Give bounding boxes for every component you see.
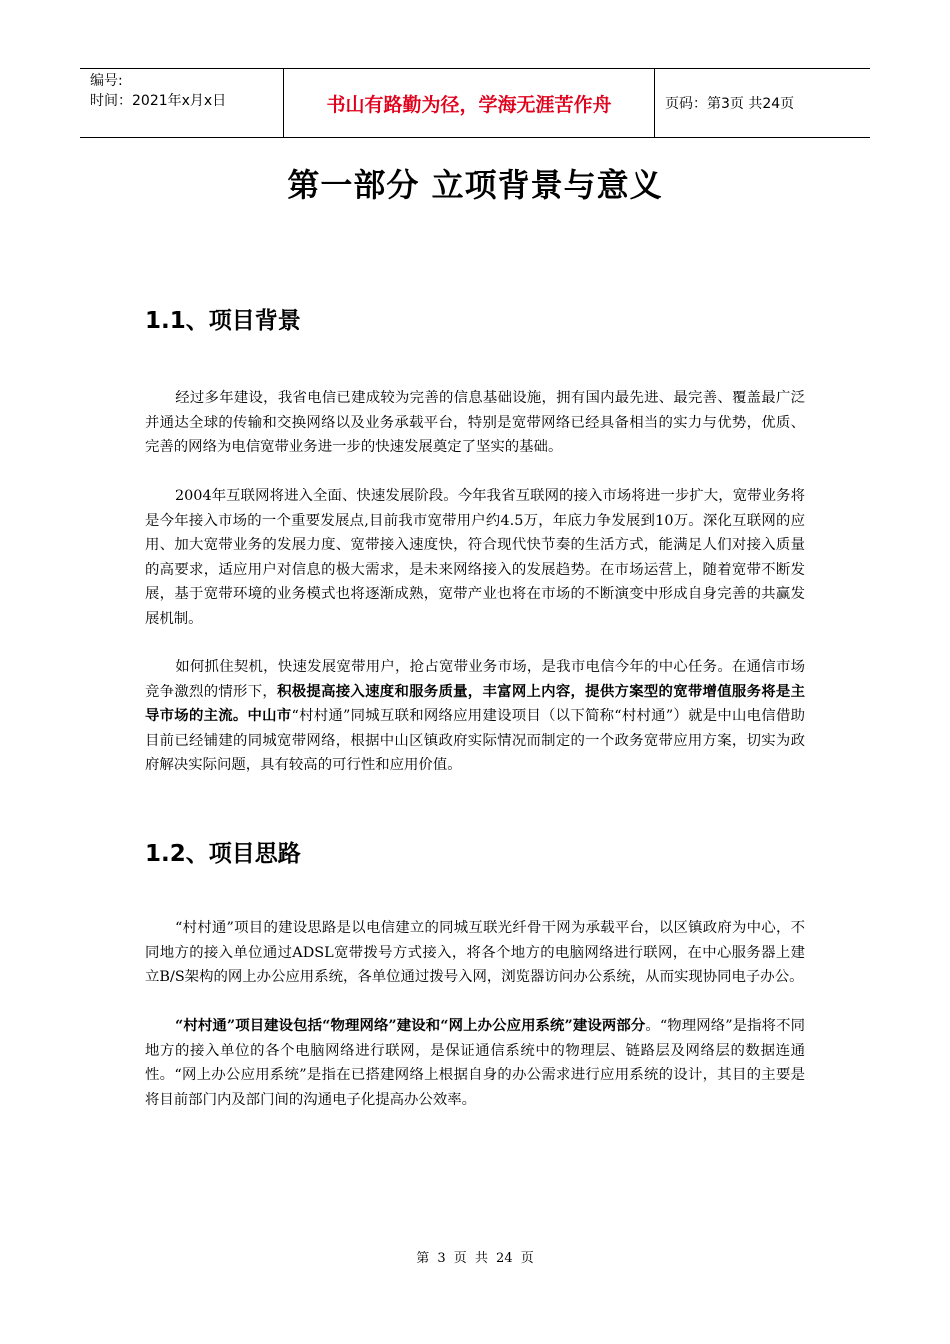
paragraph-text: 2004年互联网将进入全面、快速发展阶段。今年我省互联网的接入市场将进一步扩大，宽带业务将是今年接入市场的一个重要发展点,目前我市宽带用户约4.5万，年底力争发展到10万。深化互联网的应用、加大宽带业务的发展力度、宽带接入速度快，符合现代快节奏的生活方式，能满足人们对接入质量的高要求，适应用户对信息的极大需求，是未来网络接入的发展趋势。在市场运营上，随着宽带不断发展，基于宽带环境的业务模式也将逐渐成熟，宽带产业也将在市场的不断演变中形成自身完善的共赢发展机制。 [145,488,805,627]
paragraph-text: “村村通”项目的建设思路是以电信建立的同城互联光纤骨干网为承载平台，以区镇政府为中心，不同地方的接入单位通过ADSL宽带拨号方式接入，将各个地方的电脑网络进行联网，在中心服务器上建立B/S架构的网上办公应用系统，各单位通过拨号入网，浏览器访问办公系统，从而实现协同电子办公。 [145,920,805,985]
header-meta [80,69,283,137]
paragraph-text: “村村通”同城互联和网络应用建设项目（以下简称“村村通”）就是中山电信借助目前已经铺建的同城宽带网络，根据中山区镇政府实际情况而制定的一个政务宽带应用方案，切实为政府解决实际问题，具有较高的可行性和应用价值。 [145,708,805,773]
paragraph-background-3 [145,655,805,778]
paragraph-approach-2 [145,1014,805,1112]
paragraph-background-2 [145,484,805,631]
paragraph-background-1 [145,386,805,460]
paragraph-bold-text: 积极提高接入速度和服务质量，丰富网上内容，提供方案型的宽带增值服务将是主导市场的主流。中山市 [145,682,805,724]
page-footer: 第 3 页 共 24 页 [416,1251,534,1266]
paragraph-bold-text: “村村通”项目建设包括“物理网络”建设和“网上办公应用系统”建设两部分 [175,1017,646,1034]
paragraph-text: 。“物理网络”是指将不同地方的接入单位的各个电脑网络进行联网，是保证通信系统中的物理层、链路层及网络层的数据连通性。“网上办公应用系统”是指在已搭建网络上根据自身的办公需求进行应用系统的设计，其目的主要是将目前部门内及部门间的沟通电子化提高办公效率。 [145,1018,805,1108]
paragraph-text: 如何抓住契机，快速发展宽带用户，抢占宽带业务市场，是我市电信今年的中心任务。在通信市场竞争激烈的情形下， [145,659,805,700]
number-label: 编号: [90,73,123,89]
page-title: 第一部分 立项背景与意义 [287,166,663,204]
section-heading-approach: 1.2、项目思路 [145,841,301,867]
header-table [80,68,870,138]
paragraph-approach-1 [145,916,805,990]
section-heading-background: 1.1、项目背景 [145,308,301,334]
header-page-info: 页码：第3页 共24页 [665,96,795,112]
paragraph-text: 经过多年建设，我省电信已建成较为完善的信息基础设施，拥有国内最先进、最完善、覆盖最广泛并通达全球的传输和交换网络以及业务承载平台，特别是宽带网络已经具备相当的实力与优势，优质、完善的网络为电信宽带业务进一步的快速发展奠定了坚实的基础。 [145,390,805,455]
header-motto: 书山有路勤为径，学海无涯苦作舟 [283,69,655,137]
time-label: 时间：2021年x月x日 [90,93,227,109]
